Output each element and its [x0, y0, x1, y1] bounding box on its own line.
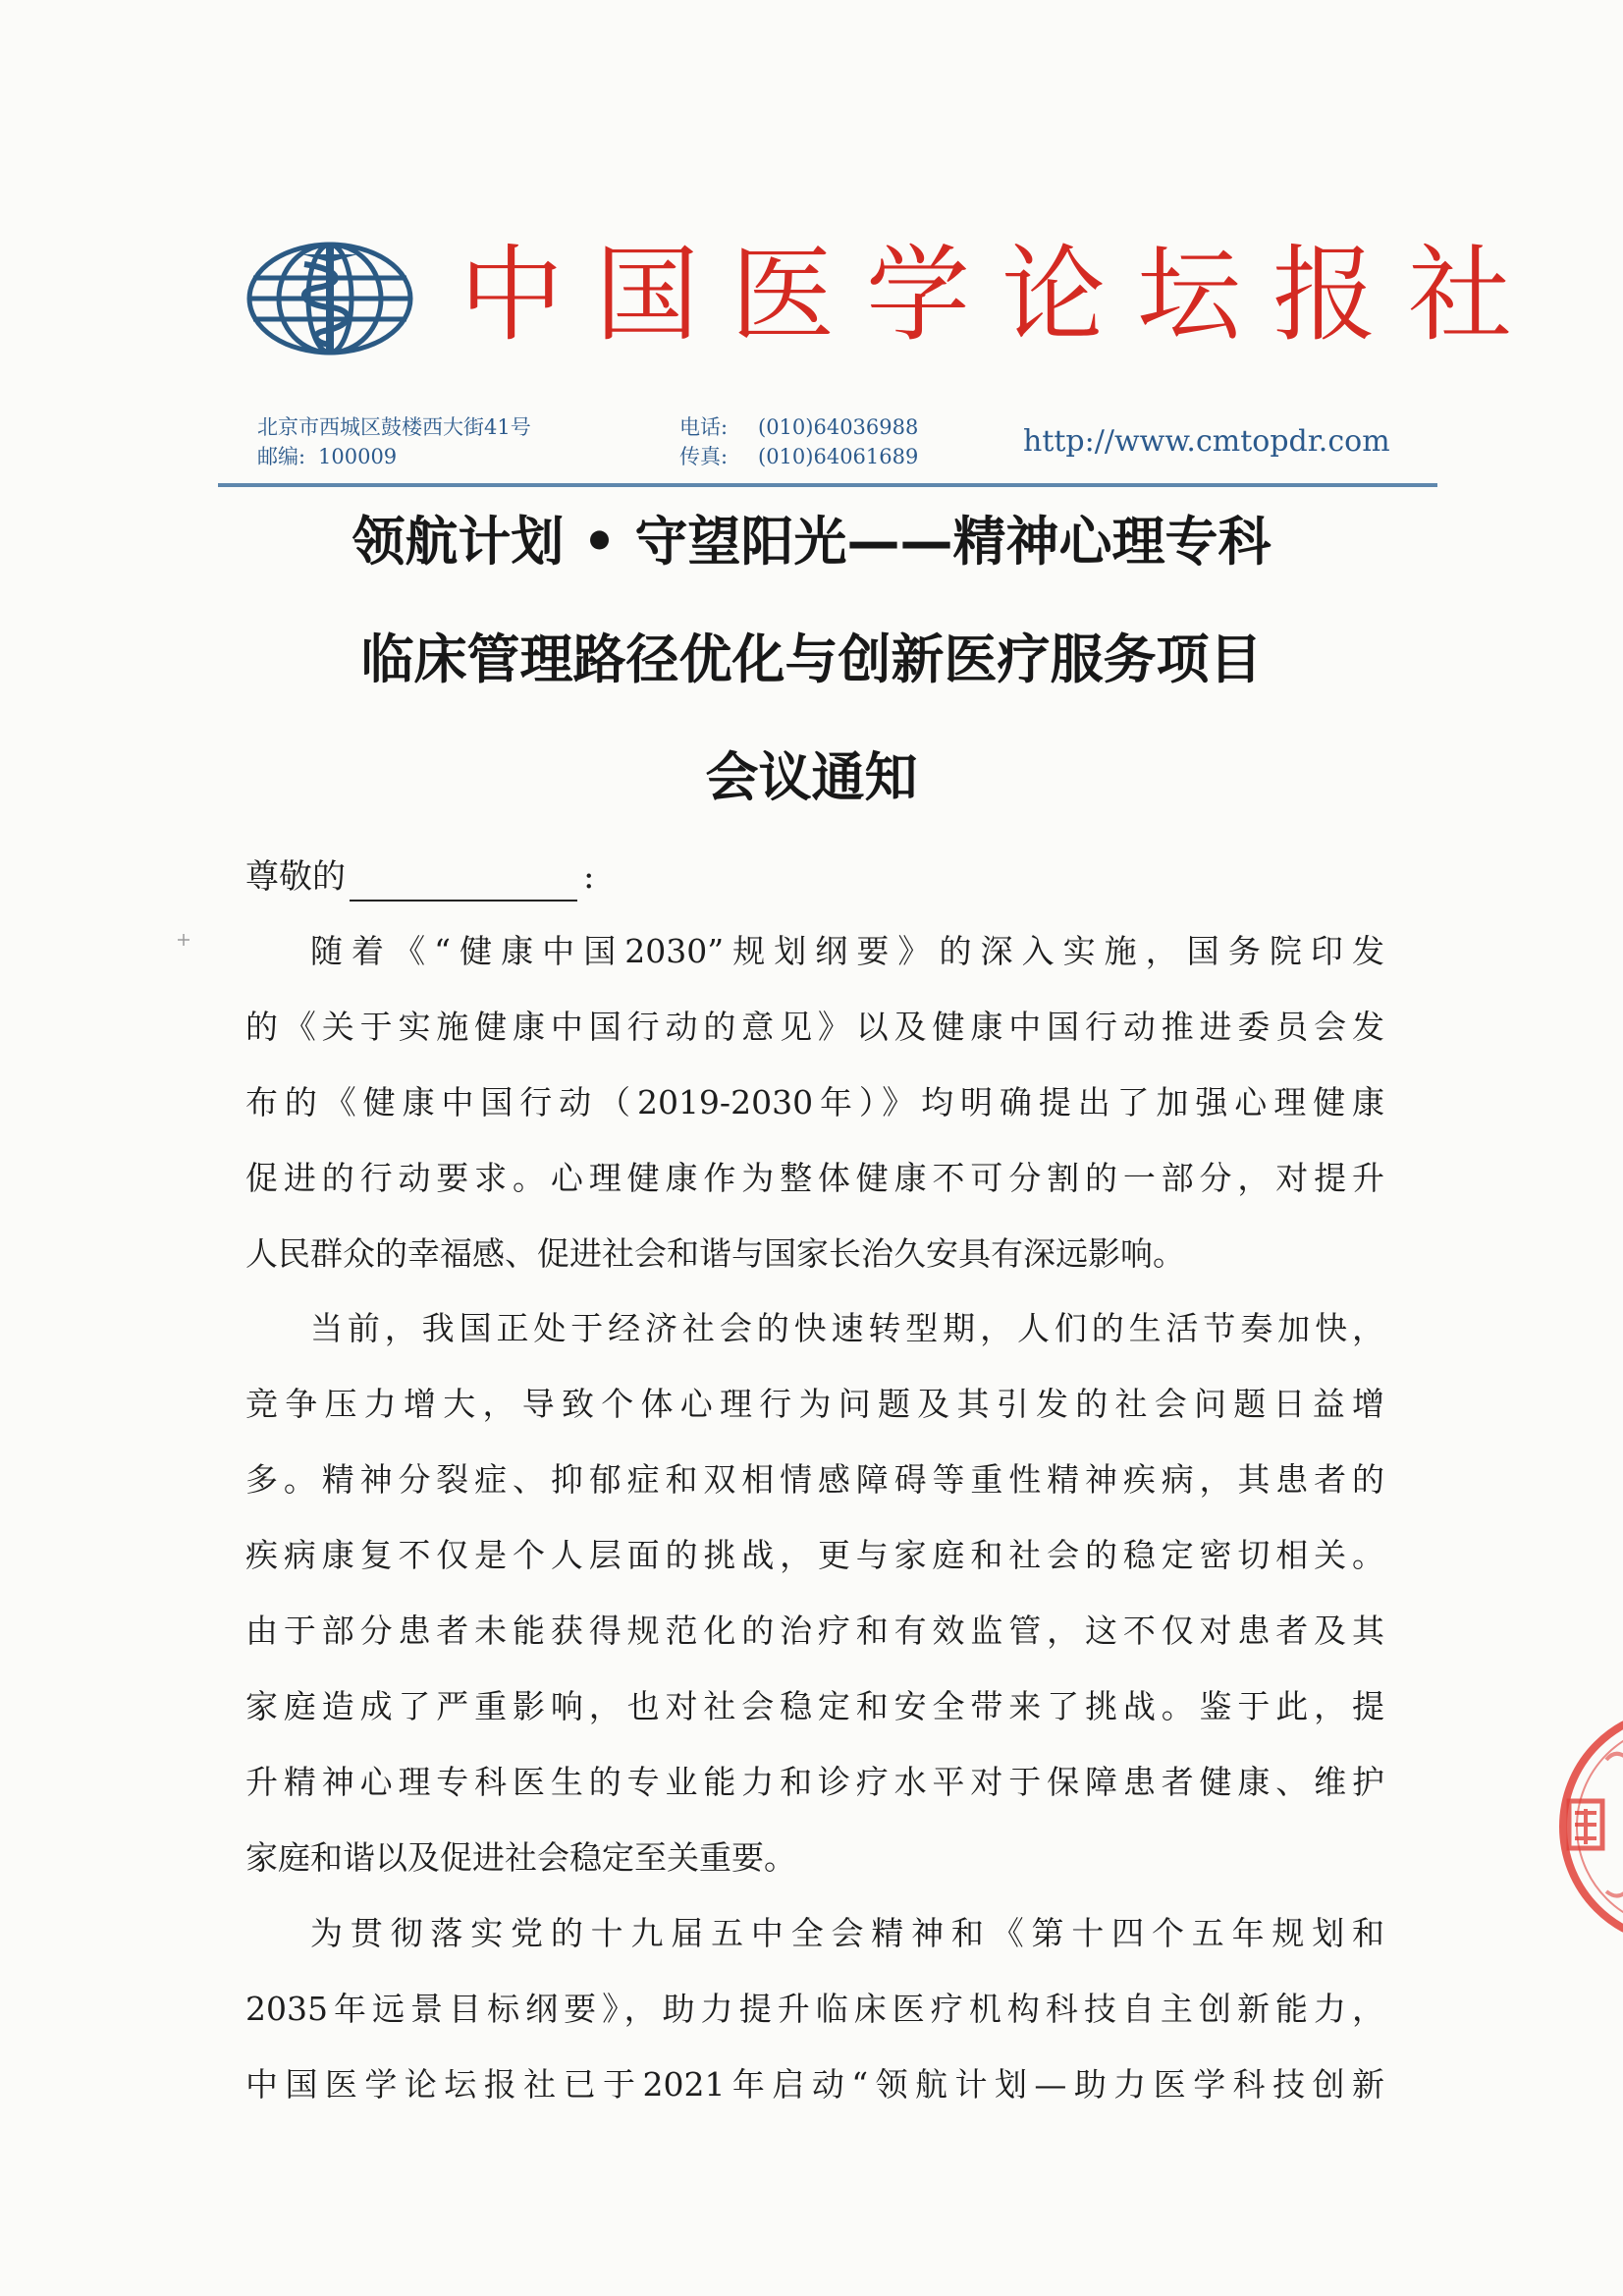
globe-caduceus-logo-icon — [245, 241, 414, 356]
paragraph-line: 的《关于实施健康中国行动的意见》以及健康中国行动推进委员会发 — [245, 1008, 1384, 1046]
paragraph-3 — [245, 1895, 1384, 2122]
fax-label: 传真: — [679, 445, 729, 468]
paragraph-line: 当前，我国正处于经济社会的快速转型期，人们的生活节奏加快， — [310, 1309, 1384, 1347]
paragraph-line: 布的《健康中国行动（2019-2030年）》均明确提出了加强心理健康 — [245, 1083, 1384, 1121]
paragraph-line: 多。精神分裂症、抑郁症和双相情感障碍等重性精神疾病，其患者的 — [245, 1460, 1384, 1499]
paragraph-line: 人民群众的幸福感、促进社会和谐与国家长治久安具有深远影响。 — [245, 1234, 1185, 1273]
tel-label: 电话: — [679, 415, 729, 439]
phone-fax-block — [679, 412, 918, 471]
paragraph-line: 竞争压力增大，导致个体心理行为问题及其引发的社会问题日益增 — [245, 1385, 1384, 1423]
paragraph-line: 疾病康复不仅是个人层面的挑战，更与家庭和社会的稳定密切相关。 — [245, 1536, 1384, 1574]
paragraph-line: 中国医学论坛报社已于2021年启动“领航计划—助力医学科技创新 — [245, 2065, 1384, 2104]
paragraph-line: 升精神心理专科医生的专业能力和诊疗水平对于保障患者健康、维护 — [245, 1763, 1384, 1801]
letterhead-divider — [218, 483, 1437, 487]
paragraph-2 — [245, 1290, 1384, 1895]
document-title-line-1: 领航计划 • 守望阳光——精神心理专科 — [352, 511, 1271, 573]
fax-line — [679, 442, 918, 471]
paragraph-line: 由于部分患者未能获得规范化的治疗和有效监管，这不仅对患者及其 — [245, 1612, 1384, 1650]
salutation-suffix: : — [583, 857, 595, 897]
postcode: 100009 — [318, 445, 398, 468]
organization-name: 中国医学论坛报社 — [460, 235, 1543, 355]
tel-number: (010)64036988 — [758, 415, 919, 439]
address-block — [257, 412, 531, 471]
paragraph-line: 促进的行动要求。心理健康作为整体健康不可分割的一部分，对提升 — [245, 1159, 1384, 1197]
paragraph-line: 家庭和谐以及促进社会稳定至关重要。 — [245, 1838, 796, 1877]
paragraph-line: 为贯彻落实党的十九届五中全会精神和《第十四个五年规划和 — [310, 1914, 1384, 1952]
address: 北京市西城区鼓楼西大街41号 — [257, 415, 531, 439]
document-title-line-3: 会议通知 — [705, 746, 918, 808]
fax-number: (010)64061689 — [758, 445, 919, 468]
postcode-label: 邮编: — [257, 445, 306, 468]
paragraph-line: 家庭造成了严重影响，也对社会稳定和安全带来了挑战。鉴于此，提 — [245, 1687, 1384, 1725]
document-title-line-2: 临床管理路径优化与创新医疗服务项目 — [360, 629, 1263, 690]
postcode-line — [257, 442, 531, 471]
website-url: http://www.cmtopdr.com — [1023, 424, 1390, 459]
paragraph-line: 随着《“健康中国2030”规划纲要》的深入实施，国务院印发 — [310, 932, 1384, 970]
salutation-prefix: 尊敬的 — [245, 857, 346, 897]
recipient-blank — [350, 862, 577, 902]
paragraph-1 — [245, 913, 1384, 1291]
scan-mark-icon — [177, 933, 190, 947]
paragraph-line: 2035年远景目标纲要》，助力提升临床医疗机构科技自主创新能力， — [245, 1990, 1384, 2028]
tel-line — [679, 412, 918, 442]
salutation — [245, 852, 594, 902]
official-seal-stamp-icon — [1551, 1699, 1623, 1954]
